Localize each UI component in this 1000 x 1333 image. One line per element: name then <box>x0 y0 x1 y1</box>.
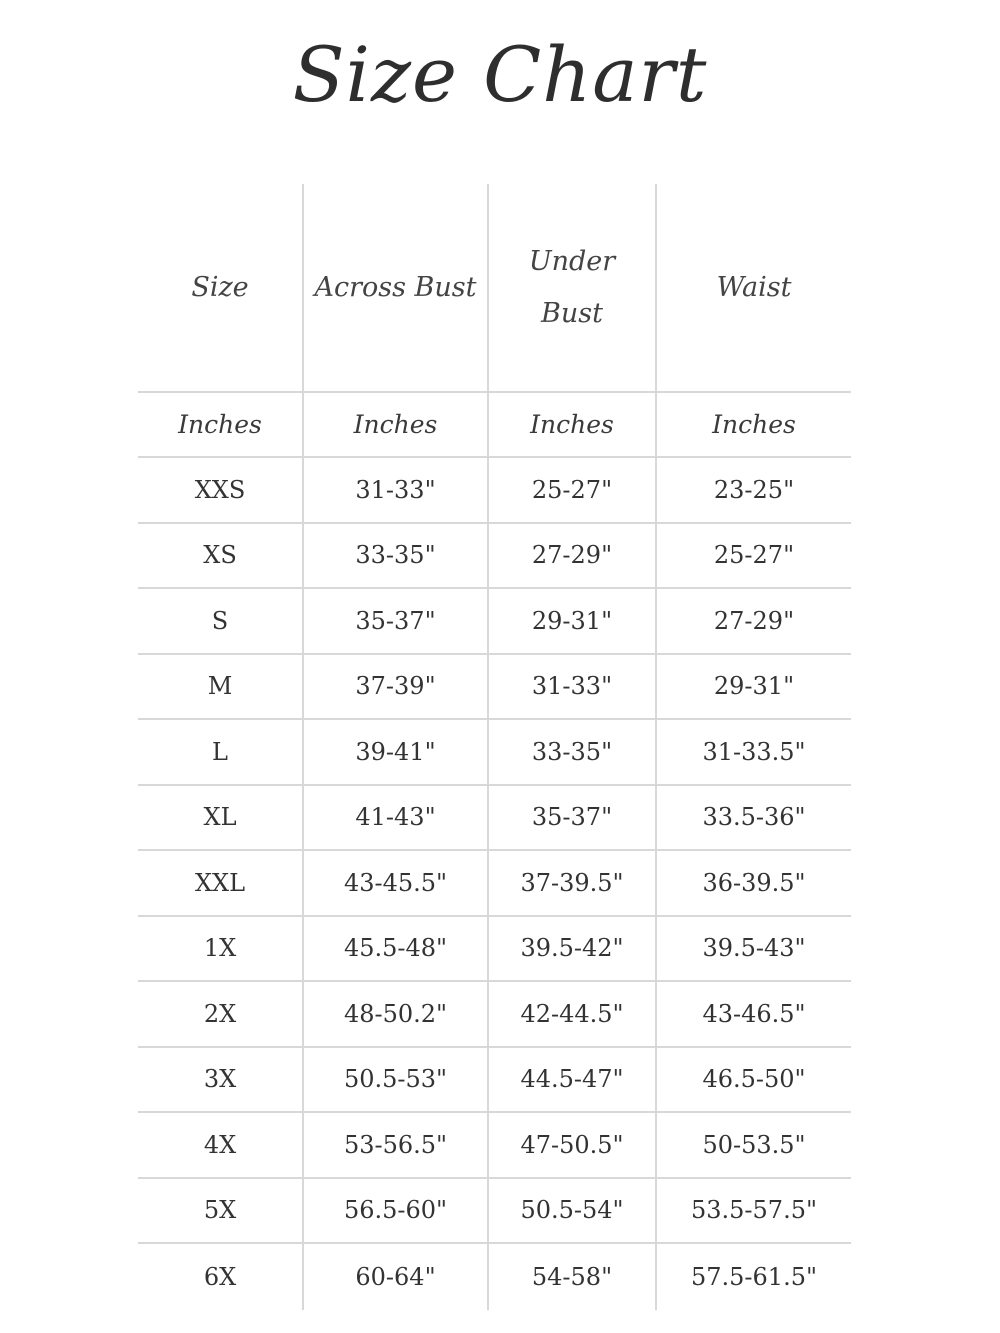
page-title: Size Chart <box>292 30 708 119</box>
cell-waist: 43-46.5" <box>657 982 851 1048</box>
cell-across-bust: 53-56.5" <box>304 1113 489 1179</box>
size-chart-table <box>138 184 851 1310</box>
cell-waist: 33.5-36" <box>657 786 851 852</box>
cell-waist: 27-29" <box>657 589 851 655</box>
cell-size: 2X <box>138 982 304 1048</box>
cell-waist: 46.5-50" <box>657 1048 851 1114</box>
size-chart-grid <box>138 184 851 1310</box>
cell-across-bust: 43-45.5" <box>304 851 489 917</box>
cell-across-bust: 41-43" <box>304 786 489 852</box>
cell-waist: 57.5-61.5" <box>690 1262 818 1291</box>
cell-across-bust: 60-64" <box>304 1244 489 1310</box>
cell-under-bust: 37-39.5" <box>489 851 657 917</box>
cell-size: XS <box>138 524 304 590</box>
header-waist: Waist <box>657 184 851 393</box>
header-size: Size <box>138 184 304 393</box>
cell-across-bust: 35-37" <box>304 589 489 655</box>
unit-under-bust: Inches <box>489 393 657 458</box>
unit-size: Inches <box>138 393 304 458</box>
cell-size: XXL <box>138 851 304 917</box>
cell-across-bust: 48-50.2" <box>304 982 489 1048</box>
cell-under-bust: 25-27" <box>489 458 657 524</box>
header-across-bust: Across Bust <box>304 184 489 393</box>
cell-waist: 39.5-43" <box>657 917 851 983</box>
header-under-bust: Under Bust <box>489 184 657 393</box>
cell-size: S <box>138 589 304 655</box>
cell-size: 1X <box>138 917 304 983</box>
cell-under-bust: 27-29" <box>489 524 657 590</box>
cell-waist: 31-33.5" <box>657 720 851 786</box>
cell-under-bust: 29-31" <box>489 589 657 655</box>
cell-size: 5X <box>138 1179 304 1245</box>
cell-size: XXS <box>138 458 304 524</box>
unit-waist: Inches <box>657 393 851 458</box>
cell-under-bust: 54-58" <box>489 1244 657 1310</box>
cell-across-bust: 56.5-60" <box>304 1179 489 1245</box>
cell-under-bust: 35-37" <box>489 786 657 852</box>
cell-across-bust: 31-33" <box>304 458 489 524</box>
cell-under-bust: 42-44.5" <box>489 982 657 1048</box>
cell-size: M <box>138 655 304 721</box>
cell-across-bust: 50.5-53" <box>304 1048 489 1114</box>
cell-size: XL <box>138 786 304 852</box>
cell-waist: 23-25" <box>657 458 851 524</box>
cell-size: 4X <box>138 1113 304 1179</box>
cell-size: 6X <box>138 1244 304 1310</box>
cell-across-bust: 33-35" <box>304 524 489 590</box>
cell-under-bust: 50.5-54" <box>489 1179 657 1245</box>
cell-waist: 50-53.5" <box>657 1113 851 1179</box>
cell-size: L <box>138 720 304 786</box>
cell-waist: 36-39.5" <box>657 851 851 917</box>
cell-under-bust: 47-50.5" <box>489 1113 657 1179</box>
cell-waist: 25-27" <box>657 524 851 590</box>
cell-across-bust: 37-39" <box>304 655 489 721</box>
cell-across-bust: 39-41" <box>304 720 489 786</box>
cell-under-bust: 31-33" <box>489 655 657 721</box>
cell-size: 3X <box>138 1048 304 1114</box>
cell-across-bust: 45.5-48" <box>304 917 489 983</box>
cell-waist: 53.5-57.5" <box>657 1179 851 1245</box>
cell-waist: 29-31" <box>657 655 851 721</box>
cell-under-bust: 44.5-47" <box>489 1048 657 1114</box>
cell-under-bust: 39.5-42" <box>489 917 657 983</box>
unit-across-bust: Inches <box>304 393 489 458</box>
cell-under-bust: 33-35" <box>489 720 657 786</box>
